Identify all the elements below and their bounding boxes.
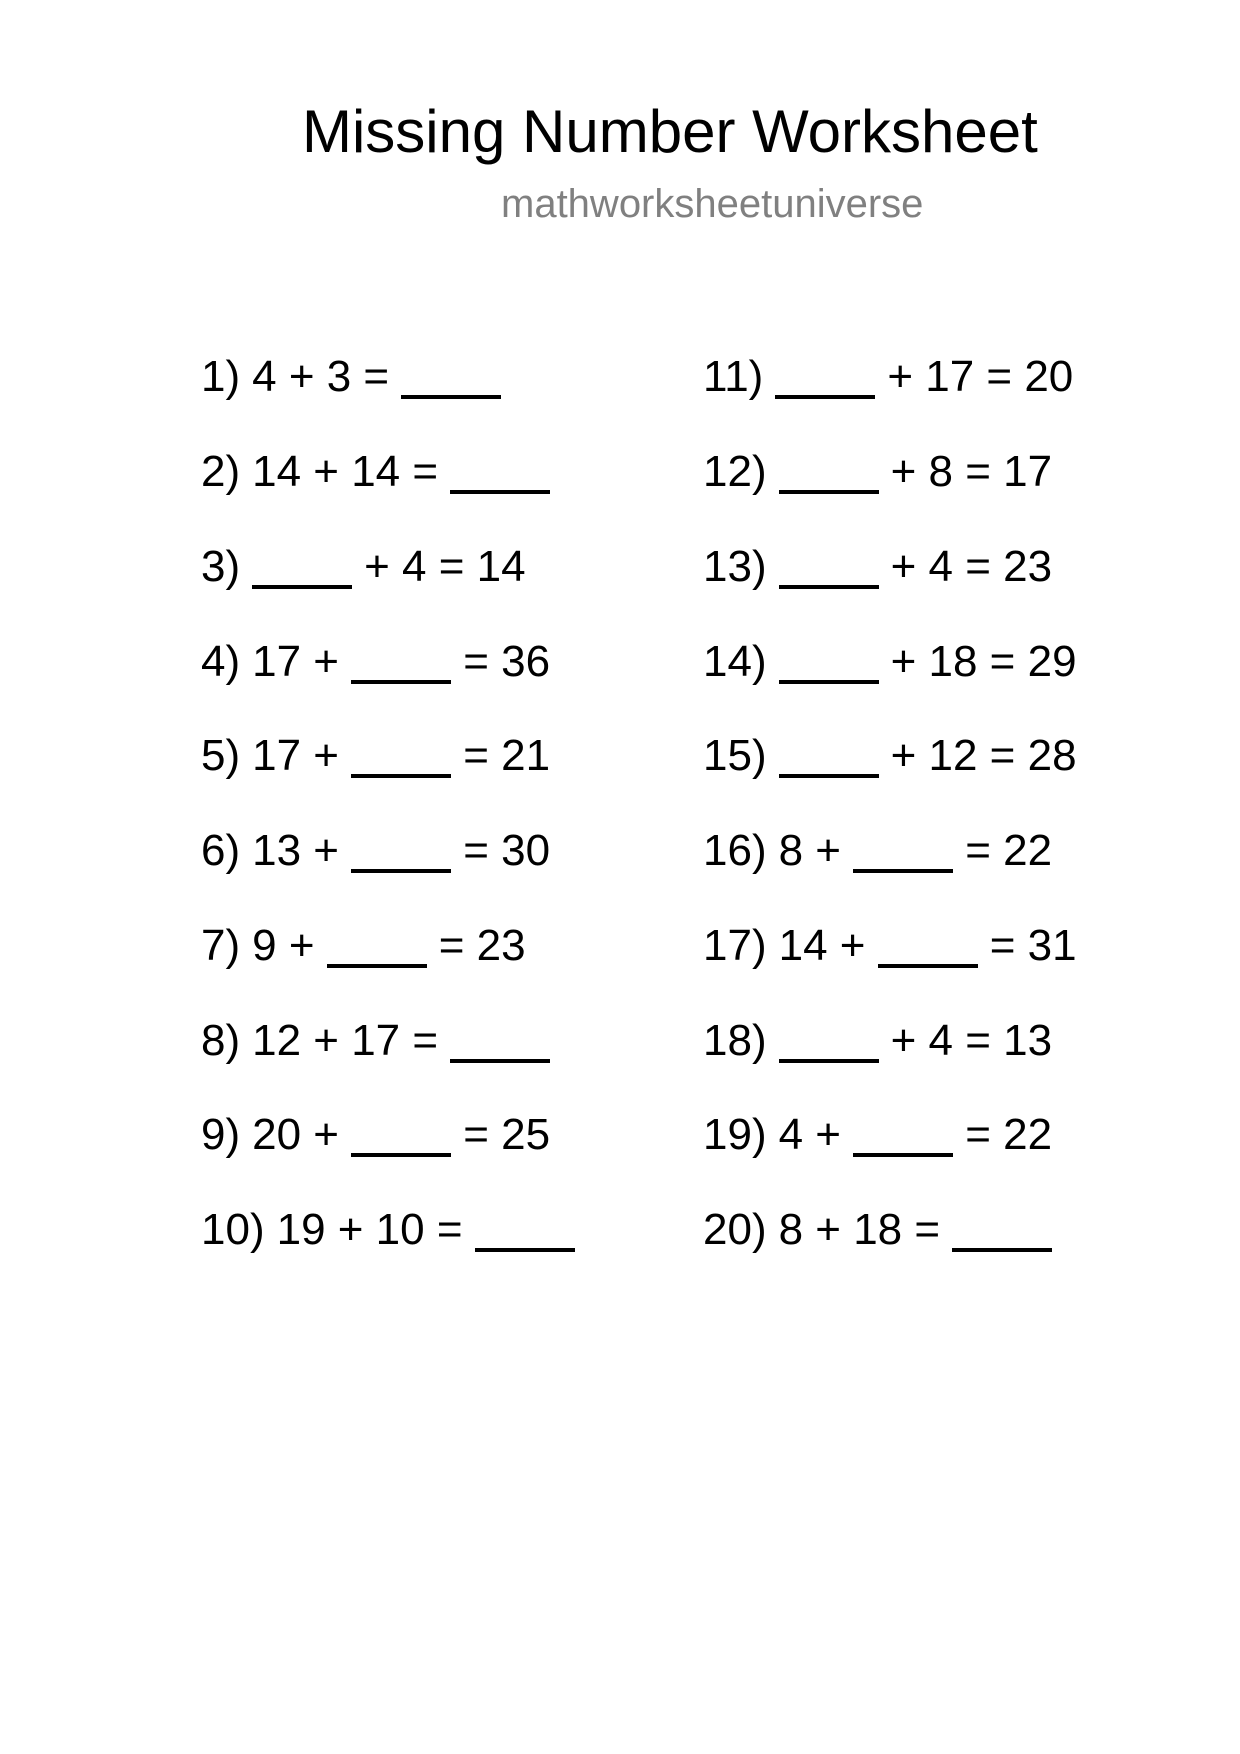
answer-blank[interactable] [878, 964, 978, 968]
worksheet-source: mathworksheetuniverse [501, 182, 924, 226]
answer-blank[interactable] [853, 869, 953, 873]
equation-right: = 22 [965, 1110, 1053, 1159]
problem-2 [201, 447, 562, 497]
answer-blank[interactable] [351, 680, 451, 684]
problem-number: 8) [201, 1016, 241, 1065]
answer-blank[interactable] [351, 1153, 451, 1157]
answer-blank[interactable] [779, 774, 879, 778]
equation-left: 8 + 18 = [778, 1205, 941, 1254]
problem-5 [201, 731, 550, 781]
problem-11 [703, 352, 1073, 402]
problem-number: 7) [201, 921, 241, 970]
problem-number: 12) [703, 447, 767, 496]
equation-left: 20 + [252, 1110, 339, 1159]
equation-right: = 21 [463, 731, 551, 780]
answer-blank[interactable] [327, 964, 427, 968]
equation-right: = 30 [463, 826, 551, 875]
problem-number: 2) [201, 447, 241, 496]
problem-number: 11) [703, 352, 764, 401]
problem-number: 10) [201, 1205, 265, 1254]
problem-6 [201, 826, 550, 876]
answer-blank[interactable] [779, 680, 879, 684]
worksheet-title: Missing Number Worksheet [302, 98, 1038, 165]
equation-right: = 25 [463, 1110, 551, 1159]
problem-12 [703, 447, 1052, 497]
answer-blank[interactable] [775, 395, 875, 399]
problem-number: 14) [703, 637, 767, 686]
equation-left: 4 + [778, 1110, 841, 1159]
problem-number: 18) [703, 1016, 767, 1065]
equation-right: + 4 = 23 [890, 542, 1053, 591]
problem-9 [201, 1110, 550, 1160]
equation-left: 12 + 17 = [252, 1016, 439, 1065]
problem-13 [703, 542, 1052, 592]
problem-4 [201, 637, 550, 687]
equation-left: 14 + 14 = [252, 447, 439, 496]
equation-left: 4 + 3 = [252, 352, 390, 401]
problem-3 [201, 542, 526, 592]
problem-16 [703, 826, 1052, 876]
answer-blank[interactable] [351, 774, 451, 778]
answer-blank[interactable] [779, 490, 879, 494]
equation-right: + 4 = 14 [364, 542, 526, 591]
problem-number: 1) [201, 352, 241, 401]
equation-right: + 18 = 29 [890, 637, 1077, 686]
equation-left: 13 + [252, 826, 339, 875]
problem-number: 17) [703, 921, 767, 970]
problem-14 [703, 637, 1077, 687]
equation-right: = 36 [463, 637, 551, 686]
answer-blank[interactable] [853, 1153, 953, 1157]
equation-right: + 4 = 13 [890, 1016, 1053, 1065]
equation-left: 17 + [252, 637, 339, 686]
answer-blank[interactable] [401, 395, 501, 399]
answer-blank[interactable] [475, 1248, 575, 1252]
answer-blank[interactable] [450, 1059, 550, 1063]
equation-right: + 8 = 17 [890, 447, 1053, 496]
problem-8 [201, 1016, 562, 1066]
problem-20 [703, 1205, 1064, 1255]
equation-right: = 22 [965, 826, 1053, 875]
answer-blank[interactable] [779, 585, 879, 589]
equation-left: 9 + [252, 921, 315, 970]
problem-7 [201, 921, 526, 971]
problem-number: 9) [201, 1110, 241, 1159]
problem-number: 4) [201, 637, 241, 686]
problem-17 [703, 921, 1077, 971]
problem-15 [703, 731, 1077, 781]
problem-10 [201, 1205, 587, 1255]
problem-number: 19) [703, 1110, 767, 1159]
problem-number: 13) [703, 542, 767, 591]
problem-number: 6) [201, 826, 241, 875]
problem-number: 15) [703, 731, 767, 780]
problem-number: 16) [703, 826, 767, 875]
answer-blank[interactable] [252, 585, 352, 589]
equation-right: = 31 [989, 921, 1077, 970]
answer-blank[interactable] [450, 490, 550, 494]
equation-left: 14 + [778, 921, 866, 970]
equation-right: + 12 = 28 [890, 731, 1077, 780]
answer-blank[interactable] [779, 1059, 879, 1063]
equation-right: + 17 = 20 [887, 352, 1074, 401]
problem-18 [703, 1016, 1052, 1066]
equation-right: = 23 [438, 921, 526, 970]
problem-number: 20) [703, 1205, 767, 1254]
equation-left: 8 + [778, 826, 841, 875]
problem-number: 3) [201, 542, 241, 591]
problem-19 [703, 1110, 1052, 1160]
problem-number: 5) [201, 731, 241, 780]
answer-blank[interactable] [952, 1248, 1052, 1252]
answer-blank[interactable] [351, 869, 451, 873]
problem-1 [201, 352, 513, 402]
equation-left: 17 + [252, 731, 339, 780]
equation-left: 19 + 10 = [276, 1205, 463, 1254]
